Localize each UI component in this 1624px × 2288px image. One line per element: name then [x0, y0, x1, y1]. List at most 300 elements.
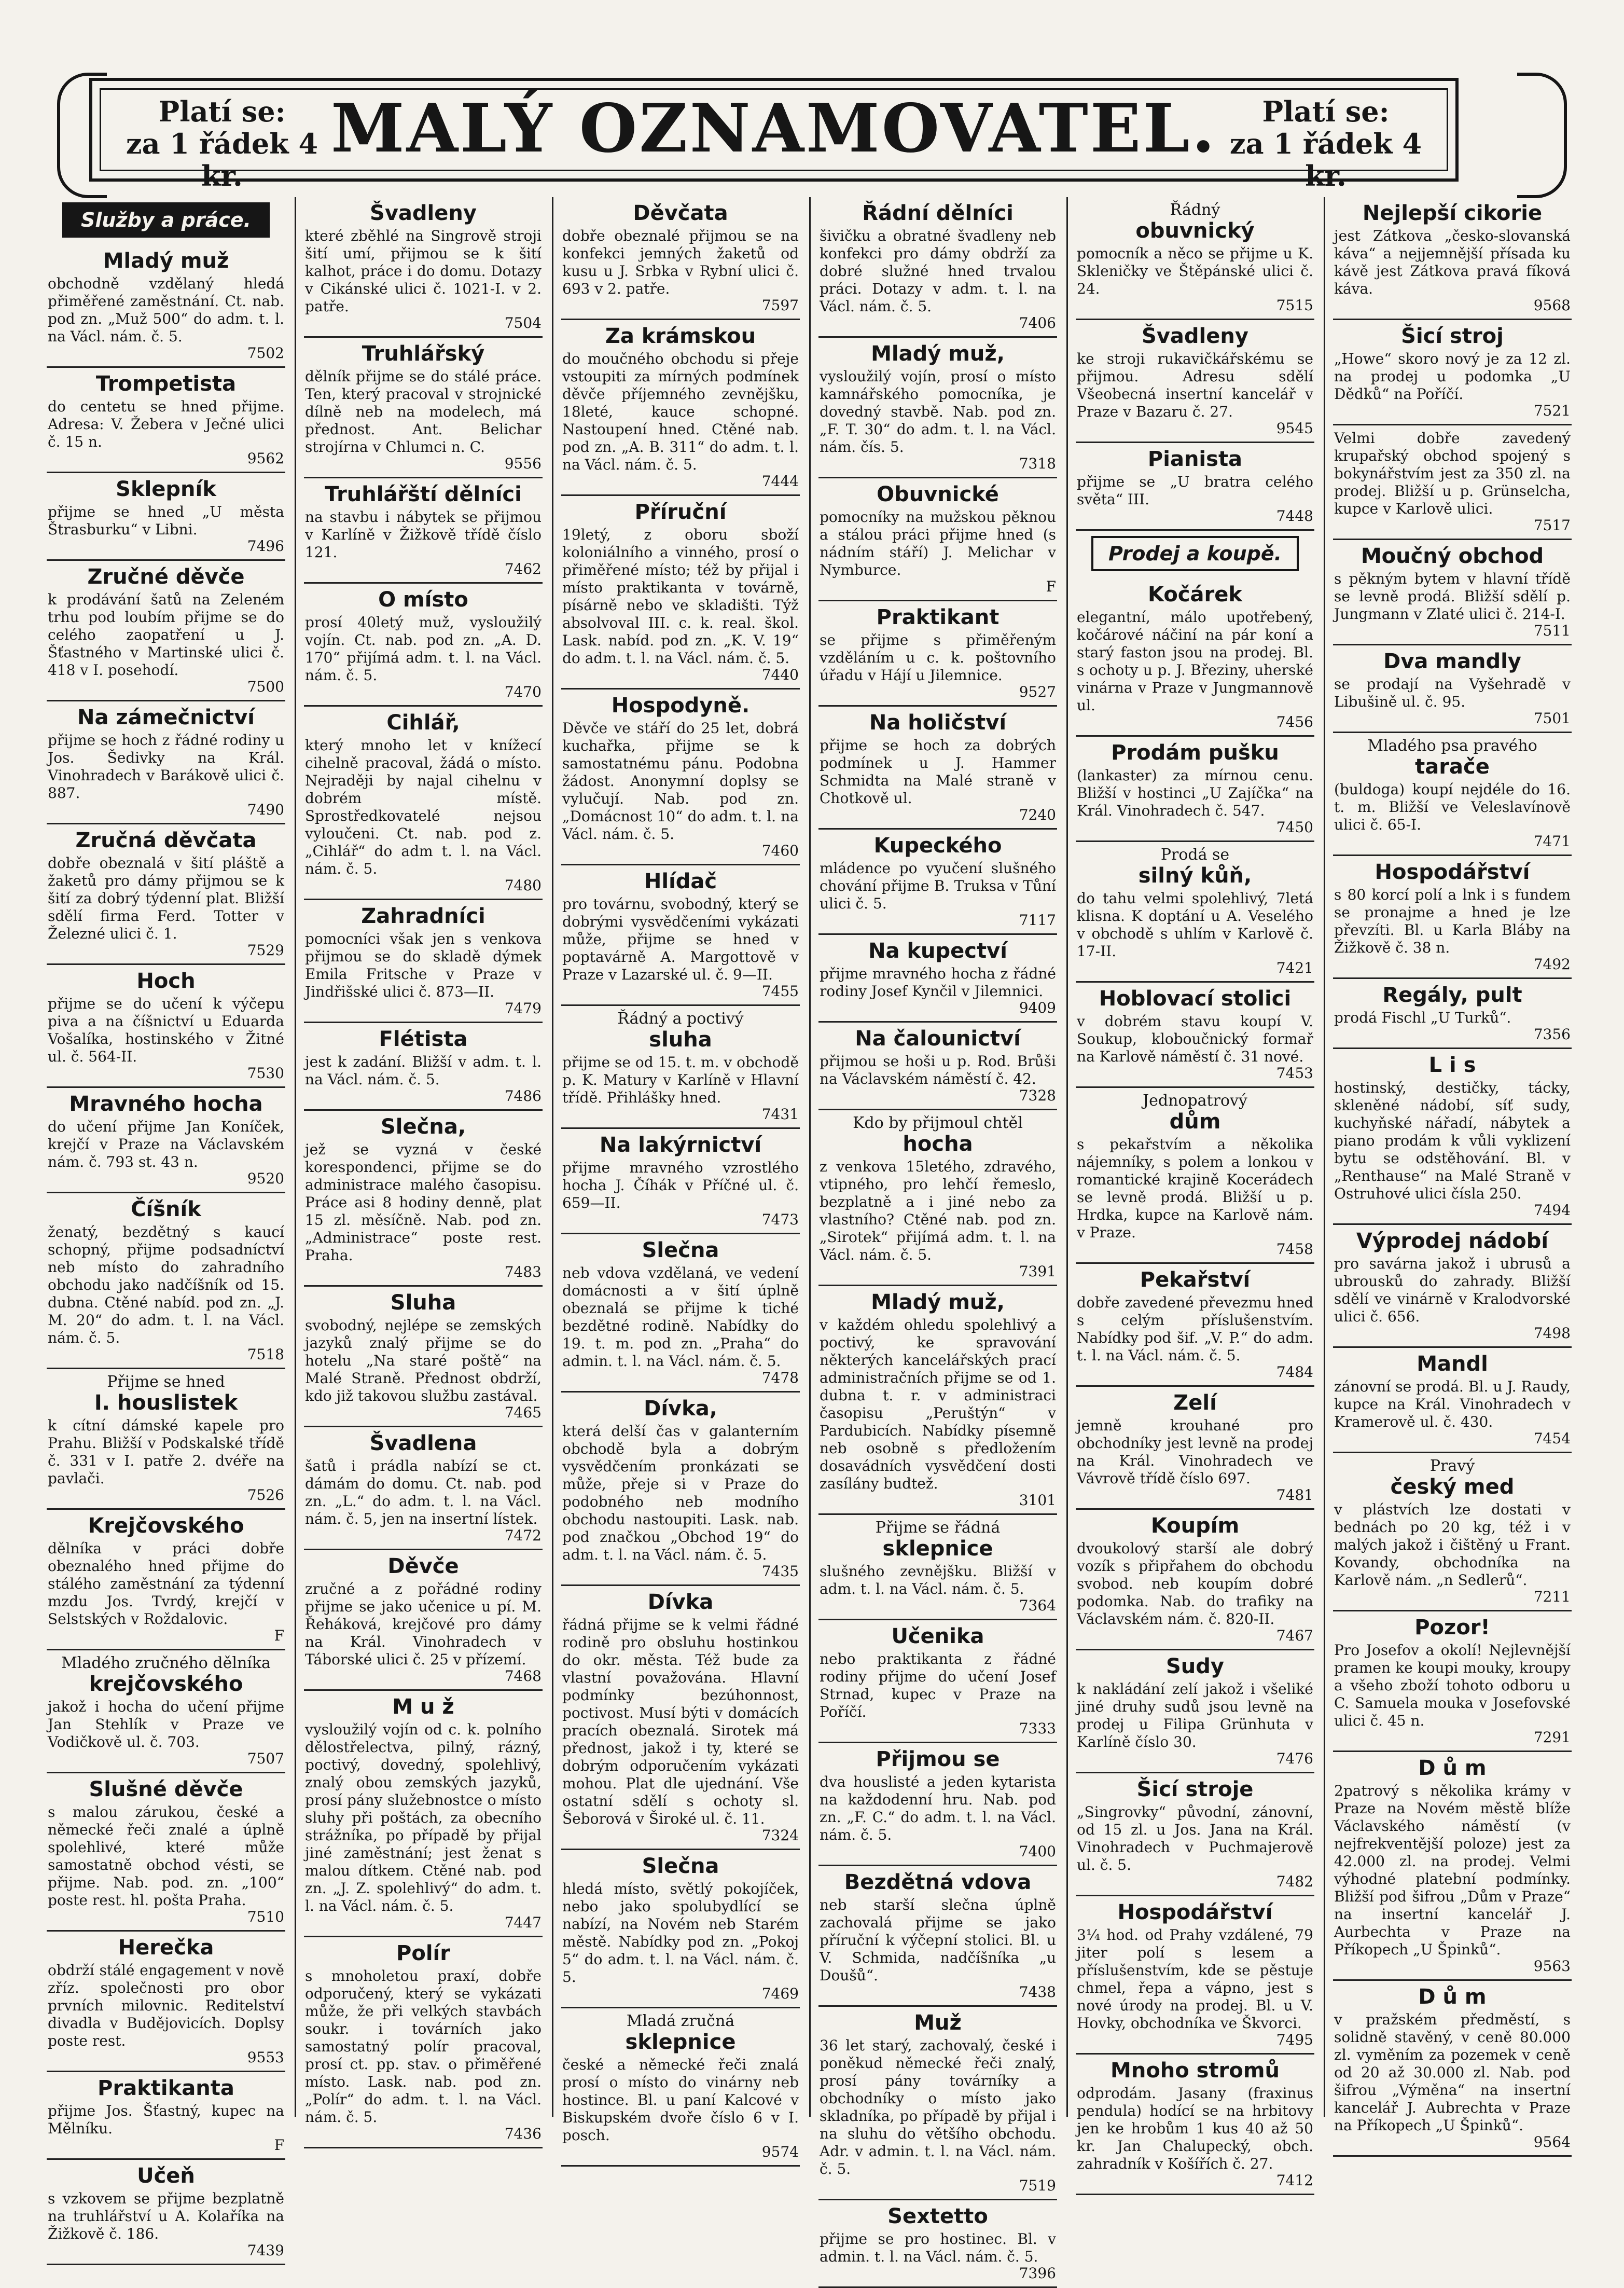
classified-ad [1333, 425, 1572, 540]
ad-body: vysloužilý vojín, prosí o místo kamnářského pomocníka, je dovedný stavbě. Nab. pod zn. „F. T. 30“ do adm. t. l. na Václ. nám. čís. 5. [820, 368, 1056, 456]
classified-ad [561, 690, 800, 865]
ad-body: 36 let starý, zachovalý, české i poněkud německé řeči znalý, prosí pány továrníky a obchodníky o místo jako skladníka, po případě by přijal i na sluhu do většího obchodu. Adr. v admin. t. l. na Václ. nám. č. 5. [820, 2037, 1056, 2177]
ad-body: prosí 40letý muž, vysloužilý vojín. Ct. nab. pod zn. „A. D. 170“ přijímá adm. t. l. na Václ. nám. č. 5. [305, 614, 542, 684]
column-3 [561, 197, 800, 2160]
ad-body: pro savárna jakož i ubrusů a ubrousků do zahrady. Bližší sdělí ve vinárně v Kralodvorské ulici č. 656. [1334, 1255, 1571, 1325]
column-divider [1066, 197, 1068, 2117]
ad-number: 7517 [1533, 517, 1571, 534]
ad-body: v každém ohledu spolehlivý a poctivý, ke spravování některých kancelářských prací administračních přijme se od 1. dubna t. r. v administraci časopisu „Peruštýn“ v Pardubicích. Nabídky písemně neb osobně s předložením dosavádních vysvědčení dosti zasílány budtež. [820, 1316, 1056, 1492]
ad-headline: Dívka [647, 1590, 714, 1614]
classified-ad [1333, 1981, 1572, 2157]
classified-ad [818, 830, 1057, 935]
ad-number: 7328 [1019, 1087, 1056, 1104]
ad-headline: Sklepník [116, 477, 216, 501]
ad-headline: Příruční [634, 500, 727, 524]
ad-headline: Trompetista [95, 372, 237, 396]
classified-ad [561, 1129, 800, 1234]
classified-ad [47, 701, 285, 824]
ad-headline: Moučný obchod [1361, 544, 1544, 568]
ad-body: obdrží stálé engagement v nově zříz. společnosti pro obor prvních milovnic. Reditelství divadla v Budějovicích. Doplsy poste rest. [48, 1962, 284, 2049]
classified-ad [1333, 979, 1572, 1049]
ad-headline: Slušné děvče [89, 1777, 243, 1801]
ad-number: 7502 [247, 344, 284, 362]
classified-ad [1076, 1650, 1314, 1773]
price-left-line1: Platí se: [158, 95, 286, 128]
ad-headline: Hospodářství [1117, 1900, 1273, 1924]
classified-ad [304, 584, 543, 707]
classified-ad [561, 1006, 800, 1129]
ad-number: 7530 [247, 1065, 284, 1082]
ad-preline: Řádný a poctivý [617, 1010, 744, 1028]
classified-ad [561, 2008, 800, 2167]
scroll-ornament-left [57, 73, 107, 198]
ad-body: dobře zavedené převezmu hned s celým příslušenstvím. Nabídky pod šif. „V. P.“ do adm. t. l. na Václ. nám. č. 5. [1077, 1294, 1313, 1364]
ad-headline: tarače [1415, 755, 1490, 779]
column-6 [1333, 197, 1572, 2151]
ad-headline: Muž [914, 2011, 962, 2035]
ad-body: Pro Josefov a okolí! Nejlevnější pramen ke koupi mouky, kroupy a všeho zboží tohoto odboru u C. Samuela mouka v Josefovské ulici č. 45 n. [1334, 1642, 1571, 1729]
ad-number: 7421 [1276, 959, 1313, 976]
classified-ad [47, 1773, 285, 1932]
ad-number: 7483 [504, 1263, 542, 1280]
ad-headline: Praktikanta [98, 2076, 234, 2100]
ad-number: 9556 [504, 455, 542, 472]
ad-body: na stavbu i nábytek se přijmou v Karlíně v Žižkově třídě číslo 121. [305, 508, 542, 561]
ad-number: 7462 [504, 560, 542, 577]
ad-number: 7504 [504, 314, 542, 332]
classified-ad [1076, 2055, 1314, 2195]
ad-body: s pekařstvím a několika nájemníky, s polem a lonkou v romantické krajině Kocerádech se levně prodá. Bližší u p. Hrdka, kupce na Karlově nám. v Praze. [1077, 1136, 1313, 1241]
scroll-ornament-right [1517, 73, 1567, 198]
ad-body: pro továrnu, svobodný, který se dobrými vysvědčeními vykázati může, přijme se hned v poptavárně A. Margottově v Praze v Lazarské ul. č. 9—II. [562, 895, 799, 983]
ad-number: 7454 [1533, 1430, 1571, 1447]
ad-headline: Slečna, [380, 1115, 466, 1139]
classified-ad [47, 1650, 285, 1773]
classified-ad [304, 707, 543, 900]
ad-headline: Obuvnické [877, 483, 999, 506]
ad-headline: Zahradníci [361, 904, 485, 928]
ad-number: 7396 [1019, 2265, 1056, 2282]
ad-number: F [274, 1627, 284, 1644]
classified-ad [1076, 842, 1314, 983]
classified-ad [818, 707, 1057, 830]
classified-ad [1076, 983, 1314, 1088]
price-left [108, 95, 336, 192]
ad-body: pomocník a něco se přijme u K. Skleničky ve Štěpánské ulici č. 24. [1077, 245, 1313, 297]
ad-headline: Herečka [118, 1936, 214, 1960]
classified-ad [818, 197, 1057, 338]
ad-body: „Singrovky“ původní, zánovní, od 15 zl. u Jos. Jana na Král. Vinohradech v Puchmajerově ul. č. 5. [1077, 1803, 1313, 1873]
ad-body: obchodně vzdělaný hledá přiměřené zaměstnání. Ct. nab. pod zn. „Muž 500“ do adm. t. l. na Václ. nám. č. 5. [48, 275, 284, 345]
ad-body: 2patrový s několika krámy v Praze na Novém městě blíže Václavského náměstí (v nejfrekventější poloze) jest za 42.000 zl. na prodej. Velmi výhodné platební podmínky. Bližší pod šifrou „Dům v Praze“ na insertní kancelář J. Aurbechta v Praze na Příkopech „U Špinků“. [1334, 1782, 1571, 1958]
classified-ad [304, 1937, 543, 2148]
ad-number: 7519 [1019, 2177, 1056, 2194]
classified-ad [818, 935, 1057, 1023]
ad-body: se přijme s přiměřeným vzděláním u c. k. poštovního úřadu v Hájí u Jilemnice. [820, 631, 1056, 684]
column-divider [295, 197, 296, 2117]
ad-number: 7597 [761, 297, 799, 314]
ad-headline: český med [1390, 1475, 1515, 1499]
classified-ad [1076, 737, 1314, 842]
classified-ad [818, 1110, 1057, 1286]
ad-body: přijme se hoch za dobrých podmínek u J. Hammer Schmidta na Malé straně v Chotkově ul. [820, 737, 1056, 807]
ad-number: 7440 [761, 666, 799, 683]
price-left-line2: za 1 řádek 4 kr. [126, 127, 318, 192]
classified-ad [47, 1369, 285, 1510]
ad-headline: Polír [396, 1941, 450, 1965]
ad-number: 7529 [247, 942, 284, 959]
ad-number: 7447 [504, 1914, 542, 1931]
ad-number: 9520 [247, 1170, 284, 1187]
ad-body: Děvče ve stáří do 25 let, dobrá kuchařka, přijme se k samostatnému pánu. Podobna žádost. Anonymní doplsy se vylučují. Nab. pod zn. „Domácnost 10“ do adm. t. l. na Václ. nám. č. 5. [562, 720, 799, 843]
ad-body: jest Zátkova „česko-slovanská káva“ a nejjemnější přísada ku kávě jest Zátkova pravá fíková káva. [1334, 227, 1571, 297]
ad-headline: Zručná děvčata [75, 829, 257, 852]
ad-number: 9568 [1533, 297, 1571, 314]
column-4 [818, 197, 1057, 2282]
classified-ad [1076, 320, 1314, 443]
column-2 [304, 197, 543, 2142]
masthead [89, 78, 1459, 192]
classified-ad [818, 2200, 1057, 2288]
ad-preline: Mladého psa pravého [1367, 737, 1537, 755]
ad-body: s vzkovem se přijme bezplatně na truhlářství u A. Kolaříka na Žižkově č. 186. [48, 2190, 284, 2242]
ad-headline: M u ž [392, 1695, 454, 1719]
ad-number: 7495 [1276, 2031, 1313, 2048]
ad-body: mládence po vyučení slušného chování přijme B. Truksa v Tůní ulici č. 5. [820, 860, 1056, 912]
ad-headline: Mladý muž, [871, 1290, 1005, 1314]
classified-ad [561, 1586, 800, 1850]
ad-body: vysloužilý vojín od c. k. polního dělostřelectva, pilný, rázný, poctivý, dovedný, spolehlivý, znalý obou zemských jazyků, prosí pány služebnostce o místo sluhy při poštách, za obecního strážníka, po případě by přijal jiné zaměstnání; jest ženat s malou dítkem. Ctěné nab. pod zn. „J. Z. spolehlivý“ do adm. t. l. na Václ. nám. č. 5. [305, 1721, 542, 1914]
ad-body: dělníka v práci dobře obeznalého hned přijme do stálého zaměstnání za týdenní mzdu Jos. Tvrdý, krejčí v Selstských v Roždalovic. [48, 1540, 284, 1628]
ad-columns [47, 197, 1572, 2282]
ad-headline: Krejčovského [88, 1514, 244, 1538]
classified-ad [818, 338, 1057, 478]
classified-ad [304, 1111, 543, 1287]
ad-body: dobře obeznalá v šití pláště a žaketů pro dámy přijmou se k šití za dobrý týdenní plat. Bližší sdělí firma Ferd. Totter v Železné ulici č. 1. [48, 854, 284, 942]
ad-number: 7479 [504, 1000, 542, 1017]
classified-ad [47, 2160, 285, 2265]
ad-body: hostinský, destičky, tácky, skleněné nádobí, síť sudy, kuchyňské nářadí, nábytek a piano prodám k vůli vyklizení bytu se odstěhování. Bl. v „Renthause“ na Malé Straně v Ostruhové ulici čísla 250. [1334, 1079, 1571, 1202]
ad-number: 7356 [1533, 1026, 1571, 1043]
column-divider [809, 197, 811, 2117]
classified-ad [818, 1743, 1057, 1866]
ad-body: přijme se od 15. t. m. v obchodě p. K. Matury v Karlíně v Hlavní třídě. Přihlášky hned. [562, 1054, 799, 1106]
classified-ad [304, 478, 543, 584]
ad-headline: L i s [1428, 1053, 1476, 1077]
classified-ad [818, 601, 1057, 707]
ad-headline: Mladý muž [103, 249, 229, 273]
ad-number: 7490 [247, 801, 284, 818]
ad-headline: Prodám pušku [1111, 741, 1279, 765]
ad-headline: Sluha [390, 1291, 456, 1315]
ad-number: 7526 [247, 1486, 284, 1504]
ad-body: zánovní se prodá. Bl. u J. Raudy, kupce na Král. Vinohradech v Kramerově ul. č. 430. [1334, 1378, 1571, 1430]
ad-number: 7476 [1276, 1750, 1313, 1767]
ad-headline: Přijmou se [876, 1747, 1000, 1771]
classified-ad [561, 1850, 800, 2008]
ad-number: F [274, 2137, 284, 2154]
ad-headline: Zelí [1173, 1391, 1217, 1415]
ad-number: 7460 [761, 842, 799, 859]
classified-ad [47, 965, 285, 1088]
classified-ad [561, 197, 800, 320]
ad-headline: Hospodářství [1375, 860, 1530, 884]
classified-ad [818, 2007, 1057, 2200]
ad-headline: Číšník [131, 1197, 201, 1221]
classified-ad [304, 338, 543, 478]
classified-ad [1333, 1049, 1572, 1225]
ad-body: 3¼ hod. od Prahy vzdálené, 79 jiter polí s lesem a příslušenstvím, kde se pěstuje chmel, řepa a vápno, jest s nové úrody na prodej. Bl. u V. Hovky, obchodníka ve Škvorci. [1077, 1926, 1313, 2032]
ad-headline: Mandl [1417, 1352, 1488, 1376]
ad-body: zručné a z pořádné rodiny přijme se jako učenice u pí. M. Řeháková, krejčové pro dámy na Král. Vinohradech v Táborské ulici č. 25 v přízemí. [305, 1580, 542, 1668]
column-1 [47, 197, 285, 2259]
ad-body: (lankaster) za mírnou cenu. Bližší v hostinci „U Zajíčka“ na Král. Vinohradech č. 547. [1077, 767, 1313, 819]
ad-body: prodá Fischl „U Turků“. [1334, 1009, 1511, 1026]
classified-ad [1333, 733, 1572, 856]
classified-ad [47, 1193, 285, 1369]
ad-number: 7521 [1533, 402, 1571, 419]
ad-headline: Řádní dělníci [862, 201, 1014, 225]
ad-body: s pěkným bytem v hlavní třídě se levně prodá. Bližší sdělí p. Jungmann v Zlaté ulici č. 214-I. [1334, 570, 1571, 623]
classified-ad [1333, 1453, 1572, 1611]
ad-number: 7431 [761, 1106, 799, 1123]
ad-number: 7484 [1276, 1363, 1313, 1381]
ad-headline: Dva mandly [1383, 650, 1521, 673]
ad-body: se prodají na Vyšehradě v Libušině ul. č. 95. [1334, 676, 1571, 710]
ad-number: 7436 [504, 2125, 542, 2142]
classified-ad [1333, 856, 1572, 979]
ad-number: 7496 [247, 537, 284, 555]
ad-headline: Švadleny [1142, 324, 1248, 348]
ad-number: 7240 [1019, 806, 1056, 823]
ad-body: 19letý, z oboru sboží koloniálního a vinného, prosí o přiměřené místo; též by přijal i místo praktikanta v továrně, písárně nebo ve skladišti. Týž absolvoval III. c. k. real. škol. Lask. nabíd. pod zn. „K. V. 19“ do adm. t. l. na Václ. nám. č. 5. [562, 526, 799, 667]
ad-body: české a německé řeči znalá prosí o místo do vinárny neb hostince. Bl. u paní Kalcové v Biskupském dvoře číslo 6 v I. posch. [562, 2056, 799, 2144]
ad-body: dvoukolový starší ale dobrý vozík s připřahem do obchodu svobod. neb koupím dobré podomka. Nab. do trafiky na Václavském nám. č. 820-II. [1077, 1540, 1313, 1628]
ad-number: 7391 [1019, 1263, 1056, 1280]
classified-ad [1333, 1611, 1572, 1752]
classified-ad [561, 496, 800, 690]
ad-headline: Kupeckého [873, 834, 1002, 858]
ad-number: 7470 [504, 683, 542, 700]
ad-number: 7467 [1276, 1627, 1313, 1644]
ad-number: 7501 [1533, 710, 1571, 727]
ad-headline: Pekařství [1140, 1268, 1251, 1292]
ad-number: 3101 [1019, 1492, 1056, 1509]
ad-body: jemně krouhané pro obchodníky jest levně na prodej na Král. Vinohradech ve Vávrově třídě číslo 697. [1077, 1417, 1313, 1487]
ad-body: neb starší slečna úplně zachovalá přijme se jako příruční k výčepní stolici. Bl. u V. Schmida, nadčíšníka „u Doušů“. [820, 1896, 1056, 1984]
ad-number: 7450 [1276, 819, 1313, 836]
ad-body: přijme se hoch z řádné rodiny u Jos. Šedivky na Král. Vinohradech v Barákově ulici č. 887. [48, 732, 284, 802]
classified-ad [1333, 1225, 1572, 1348]
page-title: MALÝ OZNAMOVATEL. [331, 90, 1217, 168]
ad-headline: sklepnice [625, 2030, 736, 2054]
classified-ad [1333, 320, 1572, 425]
ad-headline: Hoblovací stolici [1099, 987, 1292, 1011]
ad-headline: silný kůň, [1138, 864, 1252, 888]
ad-number: 9545 [1276, 420, 1313, 437]
classified-ad [818, 1286, 1057, 1515]
ad-number: 7515 [1276, 297, 1313, 314]
ad-body: k nakládání zelí jakož i všeliké jiné druhy sudů jsou levně na prodej u Filipa Grünhuta v Karlíně číslo 30. [1077, 1680, 1313, 1751]
ad-number: 7117 [1019, 912, 1056, 929]
ad-headline: Koupím [1150, 1514, 1240, 1538]
ad-number: 7333 [1019, 1720, 1056, 1737]
ad-body: který mnoho let v knížecí cihelně pracoval, žádá o místo. Nejraději by najal cihelnu v dobrém místě. Sprostředkovatelé nejsou vyloučeni. Ct. nab. pod z. „Cihlář“ do adm t. l. na Václ. nám. č. 5. [305, 737, 542, 877]
ad-number: 7492 [1533, 956, 1571, 973]
ad-headline: Kočárek [1148, 583, 1242, 607]
classified-ad [1076, 1896, 1314, 2055]
ad-headline: Na zámečnictví [77, 706, 255, 729]
column-5 [1076, 197, 1314, 2189]
ad-headline: Truhlářští dělníci [325, 483, 522, 506]
ad-headline: Truhlářský [362, 342, 485, 366]
ad-headline: Hoch [136, 969, 196, 993]
ad-number: 9564 [1533, 2133, 1571, 2151]
ad-headline: Švadlena [369, 1431, 477, 1455]
classified-ad [1333, 1348, 1572, 1453]
classified-ad [1076, 578, 1314, 737]
ad-body: elegantní, málo upotřebený, kočárové náčiní na pár koní a starý faston jsou na prodej. Bl. s ochoty u p. J. Březiny, uherské vinárna v Praze v Jungmannově ul. [1077, 609, 1313, 714]
ad-headline: Slečna [642, 1854, 719, 1878]
ad-body: do moučného obchodu si přeje vstoupiti za mírných podmínek děvče příjemného zevnějšku, 18leté, kauce schopné. Nastoupení hned. Ctěné nab. pod zn. „A. B. 311“ do adm. t. l. na Václ. nám. č. 5. [562, 350, 799, 473]
ad-body: (buldoga) koupí nejdéle do 16. t. m. Bližší ve Veleslavínově ulici č. 65-I. [1334, 781, 1571, 833]
ad-headline: Zručné děvče [87, 565, 245, 589]
ad-number: 9409 [1019, 999, 1056, 1016]
ad-number: 7211 [1533, 1588, 1571, 1605]
classified-ad [818, 1866, 1057, 2007]
classified-ad [1333, 540, 1572, 645]
ad-headline: Bezdětná vdova [844, 1870, 1032, 1894]
ad-number: 9553 [247, 2049, 284, 2066]
ad-body: s mnoholetou praxí, dobře odporučený, který se vykázati může, že při velkých stavbách soukr. i továrních jako samostatný polír pracoval, prosí ct. pp. stav. o přiměřené místo. Lask. nab. pod zn. „Polír“ do adm. t. l. na Václ. nám. č. 5. [305, 1967, 542, 2126]
ad-headline: dům [1169, 1110, 1221, 1134]
price-right [1212, 95, 1440, 192]
ad-body: hledá místo, světlý pokojíček, nebo jako spolubydlící se nabízí, na Novém neb Starém městě. Nabídky pod zn. „Pokoj 5“ do adm. t. l. na Václ. nám. č. 5. [562, 1880, 799, 1986]
ad-body: k cítní dámské kapele pro Prahu. Bližší v Podskalské třídě č. 331 v I. patře 2. dvéře na pavlači. [48, 1417, 284, 1487]
ad-headline: Na kupectví [868, 939, 1007, 963]
ad-body: přijme mravného vzrostlého hocha J. Číhák v Příčné ul. č. 659—II. [562, 1159, 799, 1211]
classified-ad [561, 320, 800, 496]
ad-number: 7438 [1019, 1983, 1056, 2001]
ad-body: dobře obeznalé přijmou se na konfekci jemných žaketů od kusu u J. Srbka v Rybní ulici č. 693 v 2. patře. [562, 227, 799, 297]
ad-headline: D ů m [1418, 1756, 1487, 1780]
column-divider [1324, 197, 1325, 2117]
classified-ad [47, 824, 285, 965]
column-divider [552, 197, 553, 2117]
ad-number: 7456 [1276, 713, 1313, 730]
ad-body: nebo praktikanta z řádné rodiny přijme do učení Josef Strnad, kupec v Praze na Poříčí. [820, 1650, 1056, 1720]
ad-number: 7364 [1019, 1597, 1056, 1614]
ad-preline: Přijme se hned [107, 1373, 225, 1391]
ad-number: 7478 [761, 1369, 799, 1386]
ad-body: Velmi dobře zavedený krupařský obchod spojený s bokynářstvím jest za 350 zl. na prodej. Bližší u p. Grünselcha, kupce v Karlově ulici. [1334, 430, 1571, 517]
classified-ad [304, 1023, 543, 1111]
ad-number: 7507 [247, 1750, 284, 1767]
ad-body: slušného zevnějšku. Bližší v adm. t. l. na Václ. nám. č. 5. [820, 1563, 1056, 1597]
ad-number: 7468 [504, 1667, 542, 1685]
ad-headline: Švadleny [370, 201, 477, 225]
ad-body: přijmou se hoši u p. Rod. Brůši na Václavském náměstí č. 42. [820, 1053, 1056, 1087]
classified-ad [561, 1393, 800, 1586]
ad-number: 7471 [1533, 833, 1571, 850]
ad-body: řádná přijme se k velmi řádné rodině pro obsluhu hostinkou do okr. města. Též bude za vlastní považována. Hlavní podmínky bezúhonnost, poctivost. Musí býti v domácích pracích obeznalá. Sirotek má přednost, jakož i ty, které se dobrým odporučením vykázati mohou. Plat dle ujednání. Vše ostatní sdělí s ochoty sl. Šeborová v Široké ul. č. 11. [562, 1616, 799, 1827]
ad-number: 7455 [761, 983, 799, 1000]
ad-headline: sklepnice [882, 1537, 993, 1561]
classified-ad [1076, 1088, 1314, 1264]
ad-headline: Za krámskou [605, 324, 756, 348]
ad-body: svobodný, nejlépe se zemských jazyků znalý přijme se do hotelu „Na staré poště“ na Malé Straně. Přednost obdrží, kdo již takovou službu zastával. [305, 1317, 542, 1404]
classified-ad [1333, 197, 1572, 320]
classified-ad [818, 1620, 1057, 1743]
ad-body: přijme Jos. Šťastný, kupec na Mělníku. [48, 2102, 284, 2137]
ad-number: 7439 [247, 2242, 284, 2259]
ad-body: přijme mravného hocha z řádné rodiny Josef Kynčil v Jilemnici. [820, 965, 1056, 1000]
ad-number: 7318 [1019, 455, 1056, 472]
ad-preline: Prodá se [1160, 846, 1230, 864]
ad-number: 7480 [504, 877, 542, 894]
classified-ad [47, 2072, 285, 2160]
ad-headline: hocha [903, 1132, 973, 1156]
section-heading: Prodej a koupě. [1091, 536, 1299, 571]
ad-body: ženatý, bezdětný s kaucí schopný, přijme podsadníctví neb místo do zahradního obchodu jako nadčíšník od 15. dubna. Ctěné nabíd. pod zn. „J. M. 20“ do adm. t. l. na Václ. nám. č. 5. [48, 1223, 284, 1346]
classified-ad [1076, 443, 1314, 531]
ad-body: která delší čas v galanterním obchodě byla a dobrým vysvědčením pronkázati se může, přeje si v Praze do podobného neb modního obchodu nastoupiti. Lask. nab. pod značkou „Obchod 19“ do adm. t. l. na Václ. nám. č. 5. [562, 1423, 799, 1563]
ad-number: 7469 [761, 1985, 799, 2002]
ad-headline: I. houslistek [94, 1391, 238, 1415]
ad-number: 7518 [247, 1346, 284, 1363]
ad-headline: Regály, pult [1382, 983, 1522, 1007]
ad-headline: Mnoho stromů [1111, 2059, 1280, 2083]
ad-headline: Učeň [137, 2164, 195, 2188]
ad-body: přijme se „U bratra celého světa“ III. [1077, 473, 1313, 508]
ad-headline: krejčovského [89, 1672, 243, 1696]
ad-headline: Děvče [387, 1554, 459, 1578]
ad-headline: Na čalounictví [855, 1027, 1021, 1051]
classified-ad [1076, 1773, 1314, 1896]
ad-headline: Na lakýrnictví [599, 1133, 762, 1157]
classified-ad [304, 197, 543, 338]
ad-body: jest k zadání. Bližší v adm. t. l. na Václ. nám. č. 5. [305, 1053, 542, 1088]
ad-body: v plástvích lze dostati v bednách po 20 kg, též i v malých jakož i čištěný u Frant. Kovandy, obchodníka na Karlově nám. „n Sedlerů“. [1334, 1501, 1571, 1589]
ad-headline: Cihlář, [386, 711, 460, 735]
ad-number: 9574 [761, 2143, 799, 2160]
ad-headline: Hlídač [644, 870, 717, 893]
price-right-line1: Platí se: [1262, 95, 1390, 128]
ad-number: 7453 [1276, 1065, 1313, 1082]
ad-headline: Děvčata [633, 201, 728, 225]
classified-ad [304, 1287, 543, 1427]
ad-body: s malou zárukou, české a německé řeči znalé a úplně spolehlivé, které může samostatně obchod vésti, se přijme. Nab. pod. zn. „100“ poste rest. hl. pošta Praha. [48, 1803, 284, 1909]
classified-ad [304, 1427, 543, 1550]
ad-number: 7458 [1276, 1241, 1313, 1258]
ad-body: v pražském předměstí, s solidně stavěný, v ceně 80.000 zl. vyměním za pozemek v ceně od 20 až 30.000 zl. Nab. pod šifrou „Výměna“ na insertní kancelář J. Aubrechta v Praze na Příkopech „U Špinků“. [1334, 2011, 1571, 2134]
classified-ad [818, 478, 1057, 601]
ad-body: v dobrém stavu koupí V. Soukup, kloboučnický formař na Karlově náměstí č. 31 nové. [1077, 1013, 1313, 1065]
ad-headline: Slečna [642, 1238, 719, 1262]
ad-number: 7448 [1276, 507, 1313, 525]
ad-body: jakož i hocha do učení přijme Jan Stehlík v Praze ve Vodičkově ul. č. 703. [48, 1698, 284, 1751]
ad-number: 7400 [1019, 1843, 1056, 1860]
ad-body: přijme se do učení k výčepu piva a na číšnictví u Eduarda Vošalíka, hostinského v Žitné ul. č. 564-II. [48, 995, 284, 1065]
ad-body: z venkova 15letého, zdravého, vtipného, pro lehčí řemeslo, bezplatně a i jiné nebo za vlastního? Ctěné nab. pod zn. „Sirotek“ přijímá adm. t. l. na Václ. nám. č. 5. [820, 1158, 1056, 1263]
ad-body: do tahu velmi spolehlivý, 7letá klisna. K doptání u A. Veselého v obchodě s uhlím v Karlově č. 17-II. [1077, 890, 1313, 960]
classified-ad [304, 1550, 543, 1691]
ad-number: 7472 [504, 1527, 542, 1544]
ad-headline: O místo [378, 588, 468, 612]
ad-body: které zběhlé na Singrově stroji šití umí, přijmou se k šití kalhot, práce i do domu. Dotazy v Cikánské ulici č. 1021-I. v 2. patře. [305, 227, 542, 315]
classified-ad [1076, 1264, 1314, 1387]
ad-preline: Mladého zručného dělníka [61, 1654, 271, 1672]
